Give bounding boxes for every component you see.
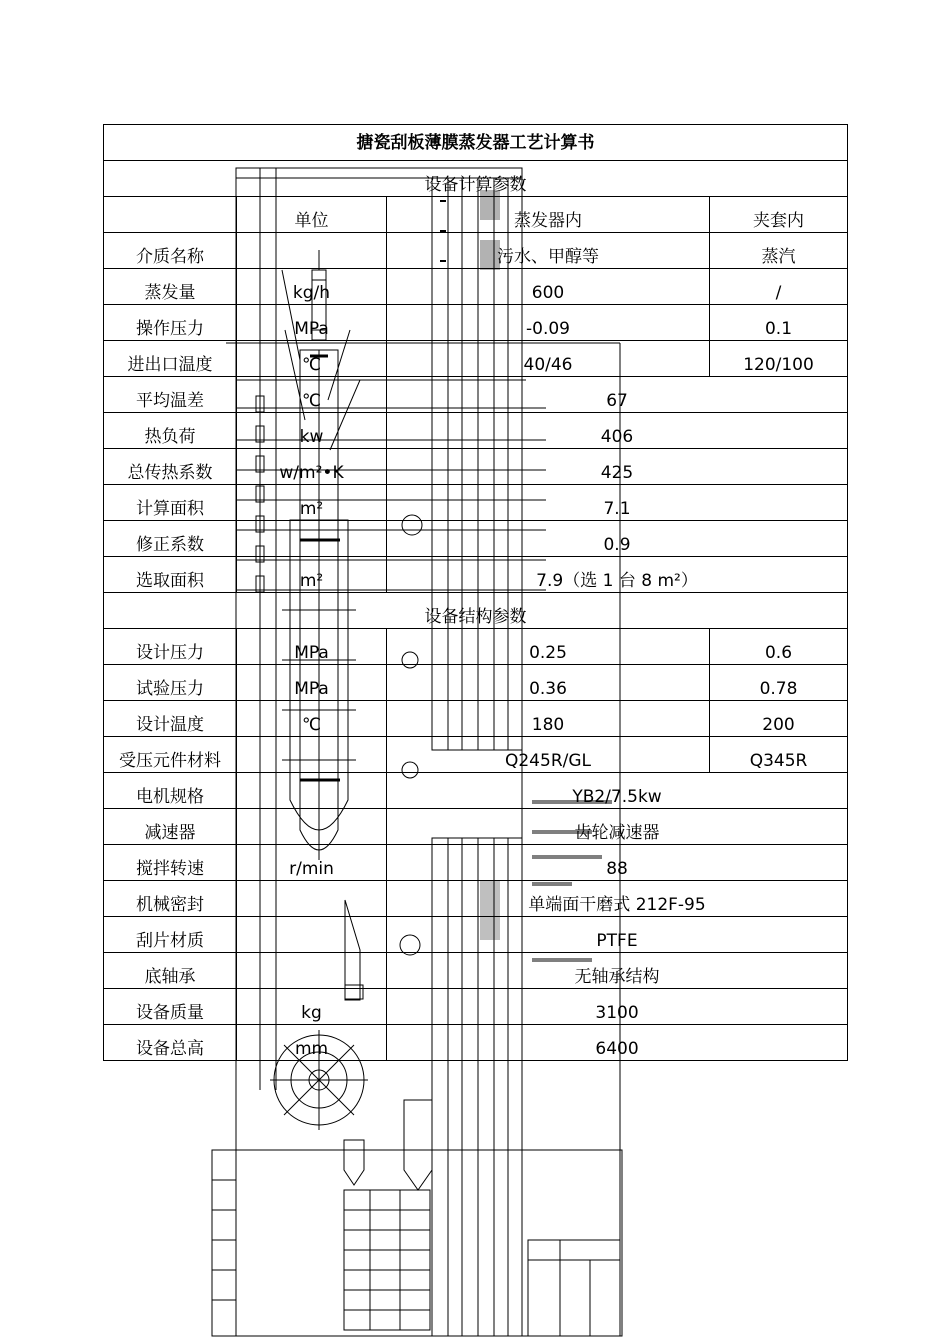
table-row [104,665,848,701]
row-label: 底轴承 [104,953,237,989]
row-label: 受压元件材料 [104,737,237,773]
row-unit [237,233,387,269]
row-unit: r/min [237,845,387,881]
row-label: 设备质量 [104,989,237,1025]
row-label: 计算面积 [104,485,237,521]
row-value: 88 [387,845,848,881]
row-value: 0.9 [387,521,848,557]
row-label: 设备总高 [104,1025,237,1061]
row-label: 进出口温度 [104,341,237,377]
table-row [104,485,848,521]
row-value: 67 [387,377,848,413]
row-jacket-value: Q345R [710,737,848,773]
row-value: 425 [387,449,848,485]
row-label: 修正系数 [104,521,237,557]
row-label: 减速器 [104,809,237,845]
row-unit: ℃ [237,341,387,377]
table-row [104,773,848,809]
row-inner-value: 0.36 [387,665,710,701]
row-label: 刮片材质 [104,917,237,953]
row-label: 设计压力 [104,629,237,665]
table-row [104,701,848,737]
row-label: 选取面积 [104,557,237,593]
row-label: 电机规格 [104,773,237,809]
row-value: 6400 [387,1025,848,1061]
row-value: YB2/7.5kw [387,773,848,809]
title-row [104,125,848,161]
row-unit [237,809,387,845]
table-row [104,341,848,377]
row-unit [237,953,387,989]
document-title: 搪瓷刮板薄膜蒸发器工艺计算书 [104,125,848,161]
row-inner-value: -0.09 [387,305,710,341]
table-row [104,233,848,269]
row-value: 406 [387,413,848,449]
row-value: 7.1 [387,485,848,521]
header-row [104,197,848,233]
header-jacket: 夹套内 [710,197,848,233]
table-row [104,557,848,593]
row-label: 介质名称 [104,233,237,269]
row-unit: kw [237,413,387,449]
row-inner-value: 600 [387,269,710,305]
row-unit: m² [237,485,387,521]
row-jacket-value: 0.6 [710,629,848,665]
table-row [104,413,848,449]
row-inner-value: 0.25 [387,629,710,665]
calculation-table [103,124,848,1061]
row-value: 无轴承结构 [387,953,848,989]
section-design-heading: 设备结构参数 [104,593,848,629]
row-jacket-value: 0.1 [710,305,848,341]
row-value: 7.9（选 1 台 8 m²） [387,557,848,593]
row-unit [237,917,387,953]
row-unit: mm [237,1025,387,1061]
row-inner-value: Q245R/GL [387,737,710,773]
table-row [104,845,848,881]
row-unit: m² [237,557,387,593]
row-unit: kg/h [237,269,387,305]
row-value: 3100 [387,989,848,1025]
row-label: 蒸发量 [104,269,237,305]
row-unit: MPa [237,305,387,341]
row-label: 平均温差 [104,377,237,413]
section-calc-heading: 设备计算参数 [104,161,848,197]
row-unit [237,773,387,809]
row-unit [237,737,387,773]
row-value: 单端面干磨式 212F-95 [387,881,848,917]
table-row [104,269,848,305]
row-inner-value: 40/46 [387,341,710,377]
row-label: 热负荷 [104,413,237,449]
row-jacket-value: 0.78 [710,665,848,701]
row-inner-value: 180 [387,701,710,737]
table-row [104,521,848,557]
row-jacket-value: / [710,269,848,305]
row-unit: ℃ [237,377,387,413]
row-unit: ℃ [237,701,387,737]
table-row [104,737,848,773]
table-row [104,809,848,845]
section-row [104,161,848,197]
row-unit [237,881,387,917]
row-unit: kg [237,989,387,1025]
row-unit: MPa [237,665,387,701]
row-label: 搅拌转速 [104,845,237,881]
row-jacket-value: 200 [710,701,848,737]
header-unit: 单位 [237,197,387,233]
row-jacket-value: 蒸汽 [710,233,848,269]
table-row [104,305,848,341]
table-row [104,629,848,665]
table-row [104,989,848,1025]
header-empty [104,197,237,233]
row-value: PTFE [387,917,848,953]
table-row [104,917,848,953]
table-row [104,1025,848,1061]
row-label: 总传热系数 [104,449,237,485]
section-row [104,593,848,629]
table-row [104,953,848,989]
row-value: 齿轮减速器 [387,809,848,845]
row-label: 试验压力 [104,665,237,701]
row-label: 操作压力 [104,305,237,341]
row-label: 设计温度 [104,701,237,737]
table-row [104,449,848,485]
row-jacket-value: 120/100 [710,341,848,377]
table-row [104,377,848,413]
row-inner-value: 污水、甲醇等 [387,233,710,269]
header-inside: 蒸发器内 [387,197,710,233]
row-unit [237,521,387,557]
row-unit: w/m²•K [237,449,387,485]
row-unit: MPa [237,629,387,665]
row-label: 机械密封 [104,881,237,917]
table-row [104,881,848,917]
